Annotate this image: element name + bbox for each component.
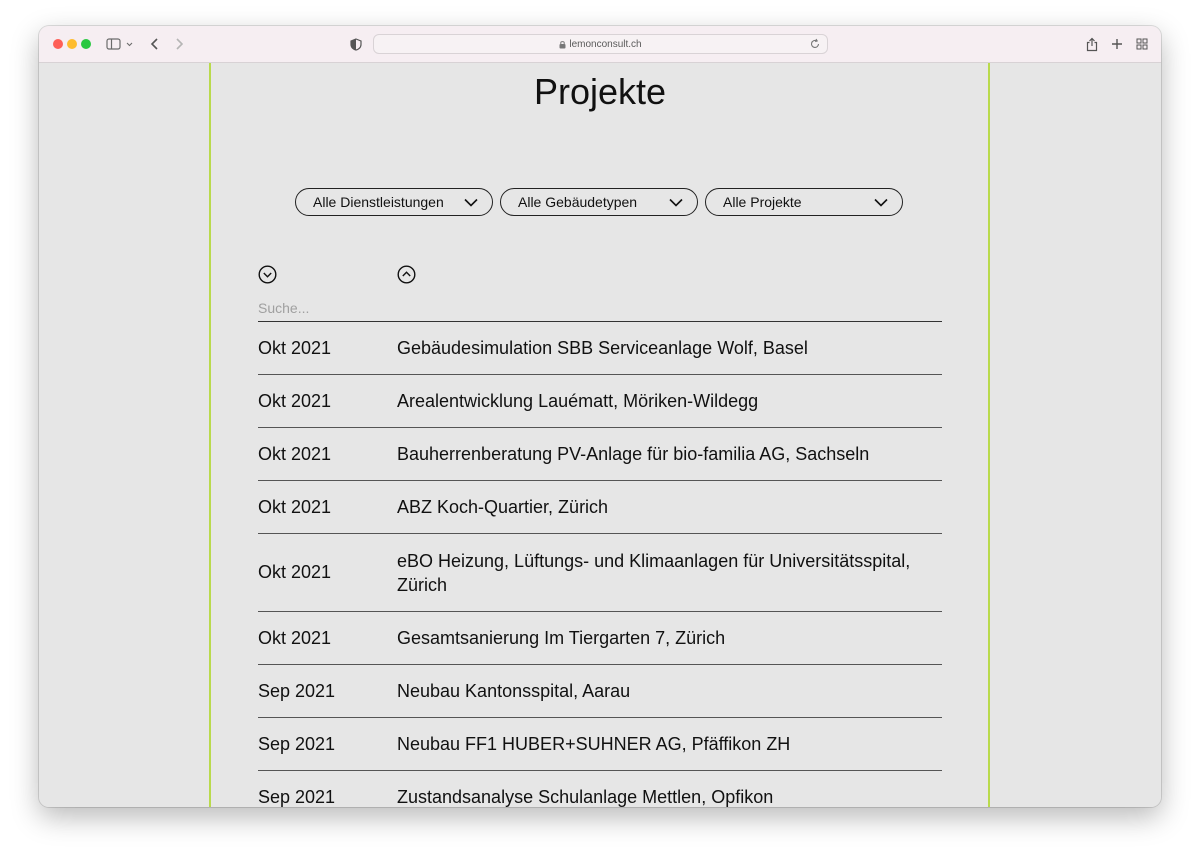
reload-icon[interactable] [809,38,821,50]
project-title: Gebäudesimulation SBB Serviceanlage Wolf, Basel [397,338,808,358]
project-date: Sep 2021 [258,680,336,701]
project-title: eBO Heizung, Lüftungs- und Klimaanlagen für Universitätsspital, Zürich [397,550,911,595]
project-row[interactable] [258,322,942,375]
chevron-down-icon [874,198,888,207]
browser-toolbar [39,26,1161,63]
project-row[interactable] [258,665,942,718]
chevron-down-icon [669,198,683,207]
page-content [39,63,1161,807]
project-row[interactable] [258,375,942,428]
page-title: Projekte [533,71,667,112]
filter-projects-dropdown[interactable] [705,188,903,216]
chevron-down-icon [464,198,478,207]
project-date: Okt 2021 [258,443,332,464]
filter-services-dropdown[interactable] [295,188,493,216]
accent-line-left [209,63,211,807]
share-icon[interactable] [1085,34,1099,54]
sort-by-date-chevron-down-icon[interactable] [258,265,277,284]
privacy-shield-icon[interactable] [349,34,363,54]
filter-bar [295,188,903,216]
project-date: Okt 2021 [258,390,332,411]
project-row[interactable] [258,718,942,771]
project-title: Neubau Kantonsspital, Aarau [397,681,631,701]
filter-label: Alle Gebäudetypen [518,194,638,210]
project-row[interactable] [258,481,942,534]
url-text: lemonconsult.ch [569,38,642,50]
minimize-window-button[interactable] [67,39,77,49]
project-date: Okt 2021 [258,562,332,582]
project-title: Neubau FF1 HUBER+SUHNER AG, Pfäffikon ZH [397,734,791,754]
project-date: Sep 2021 [258,786,336,807]
forward-icon[interactable] [172,34,186,54]
project-title: Arealentwicklung Lauématt, Möriken-Wildegg [397,391,759,411]
project-row[interactable] [258,771,942,807]
project-date: Okt 2021 [258,337,332,358]
search-input[interactable] [258,295,942,322]
new-tab-icon[interactable] [1110,34,1124,54]
project-title: Zustandsanalyse Schulanlage Mettlen, Opfikon [397,787,774,807]
filter-label: Alle Dienstleistungen [313,194,444,210]
tab-overview-icon[interactable] [1135,34,1149,54]
lock-icon [559,40,566,49]
project-title: Bauherrenberatung PV-Anlage für bio-familia AG, Sachseln [397,444,870,464]
project-title: ABZ Koch-Quartier, Zürich [397,497,609,517]
project-row[interactable] [258,534,942,612]
filter-label: Alle Projekte [723,194,802,210]
back-icon[interactable] [148,34,162,54]
project-row[interactable] [258,612,942,665]
project-date: Sep 2021 [258,733,336,754]
zoom-window-button[interactable] [81,39,91,49]
project-row[interactable] [258,428,942,481]
project-date: Okt 2021 [258,627,332,648]
filter-building-types-dropdown[interactable] [500,188,698,216]
close-window-button[interactable] [53,39,63,49]
project-list [258,322,942,807]
project-title: Gesamtsanierung Im Tiergarten 7, Zürich [397,628,726,648]
sort-by-title-chevron-up-icon[interactable] [397,265,416,284]
project-date: Okt 2021 [258,496,332,517]
accent-line-right [988,63,990,807]
address-bar[interactable] [373,34,828,54]
browser-window [39,26,1161,807]
sidebar-toggle-icon[interactable] [105,34,135,54]
